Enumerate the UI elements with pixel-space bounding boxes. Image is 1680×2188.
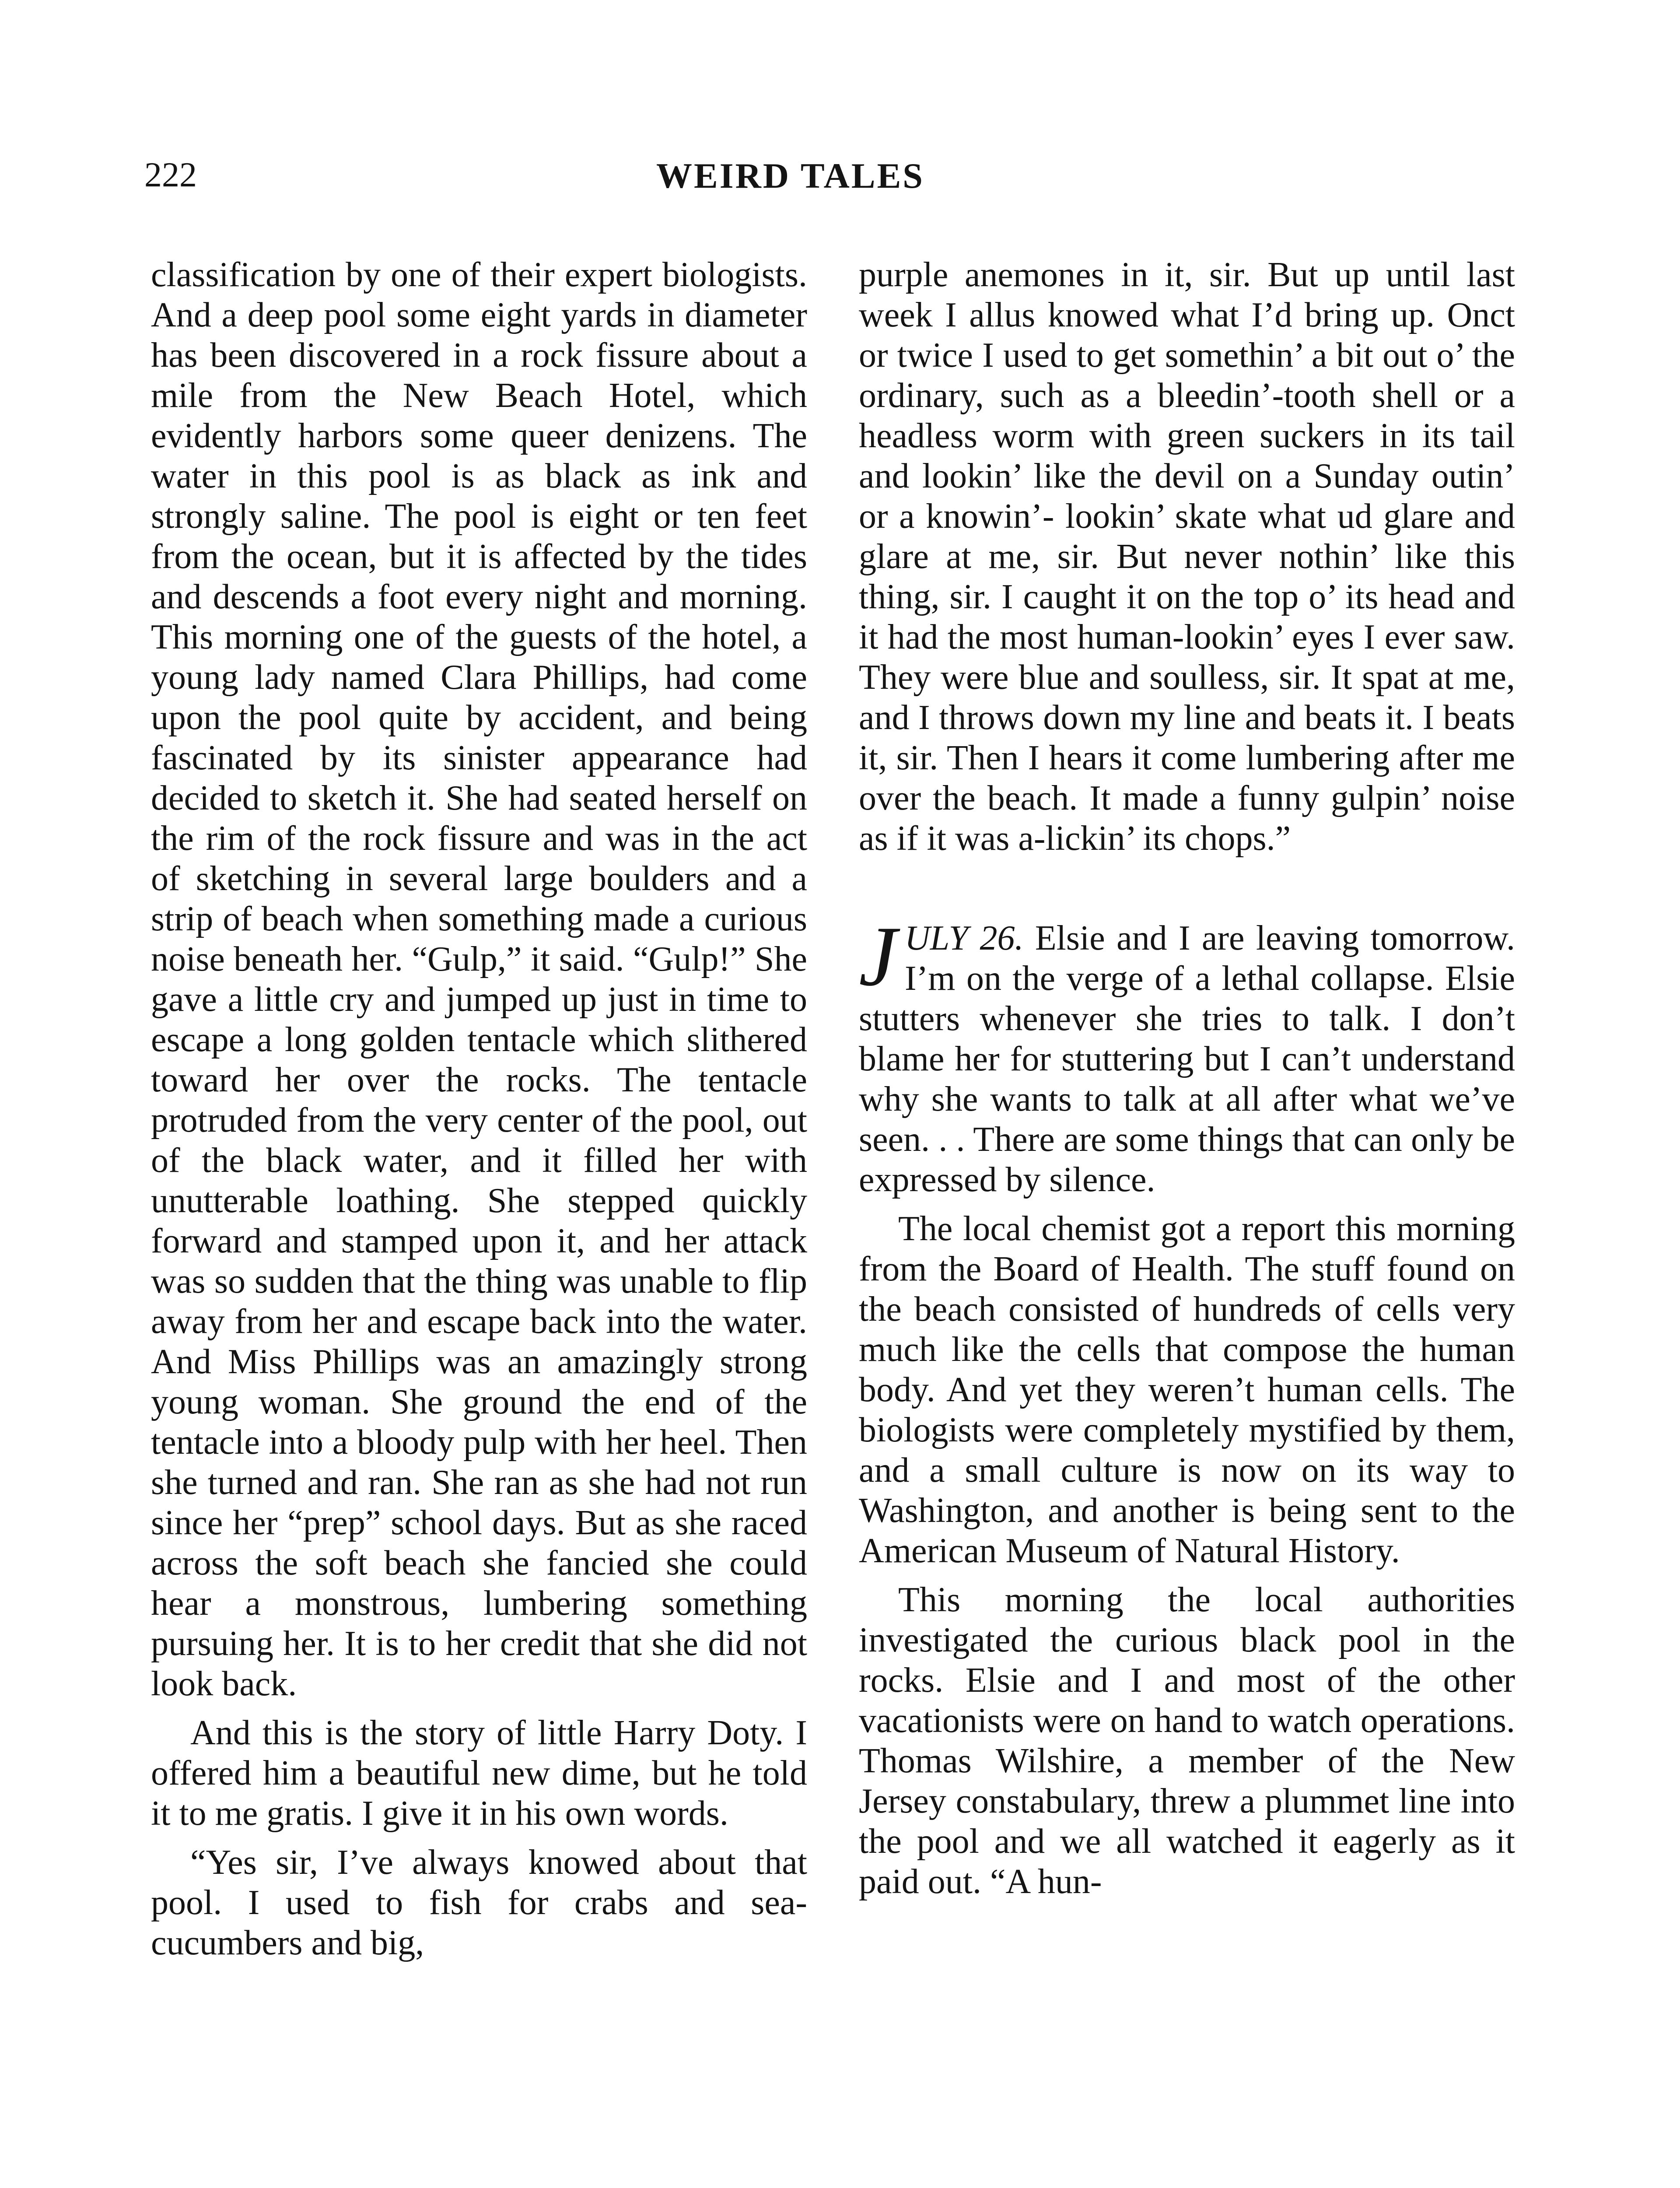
entry-date: ULY 26. [905,919,1024,957]
right-column [859,255,1515,1902]
body-paragraph: The local chemist got a report this morning from the Board of Health. The stuff found on the beach consisted of hundreds of cells very much like the cells that compose the human body. And yet they weren’t human cells. The biologists were completely mystified by them, and a small culture is now on its way to Washington, and another is being sent to the American Museum of Natural History. [859,1210,1515,1570]
body-paragraph: “Yes sir, I’ve always knowed about that pool. I used to fish for crabs and sea-cucumbers and big, [151,1843,807,1962]
drop-cap: J [859,909,897,1004]
dated-entry-paragraph [859,909,1515,1200]
body-paragraph: And this is the story of little Harry Doty. I offered him a beautiful new dime, but he told it to me gratis. I give it in his own words. [151,1714,807,1833]
body-paragraph: This morning the local authorities investigated the curious black pool in the rocks. Elsie and I and most of the other vacationists were on hand to watch operations. Thomas Wilshire, a member of the New Jersey constabulary, threw a plummet line into the pool and we all watched it eagerly as it paid out. “A hun- [859,1581,1515,1901]
entry-text: Elsie and I are leaving tomorrow. I’m on the verge of a lethal collapse. Elsie stutters whenever she tries to talk. I don’t blame her for stuttering but I can’t understand why she wants to talk at all after what we’ve seen. . . There are some things that can only be expressed by silence. [859,919,1515,1199]
running-title: WEIRD TALES [656,156,924,196]
left-column [151,255,807,1963]
body-paragraph: classification by one of their expert biologists. And a deep pool some eight yards in diameter has been discovered in a rock fissure about a mile from the New Beach Hotel, which evidently harbors some queer denizens. The water in this pool is as black as ink and strongly saline. The pool is eight or ten feet from the ocean, but it is affected by the tides and descends a foot every night and morning. This morning one of the guests of the hotel, a young lady named Clara Phillips, had come upon the pool quite by accident, and being fascinated by its sinister appearance had decided to sketch it. She had seated herself on the rim of the rock fissure and was in the act of sketching in several large boulders and a strip of beach when something made a curious noise beneath her. “Gulp,” it said. “Gulp!” She gave a little cry and jumped up just in time to escape a long golden tentacle which slithered toward her over the rocks. The tentacle protruded from the very center of the pool, out of the black water, and it filled her with unutterable loathing. She stepped quickly forward and stamped upon it, and her attack was so sudden that the thing was unable to flip away from her and escape back into the water. And Miss Phillips was an amazingly strong young woman. She ground the end of the tentacle into a bloody pulp with her heel. Then she turned and ran. She ran as she had not run since her “prep” school days. But as she raced across the soft beach she fancied she could hear a monstrous, lumbering something pursuing her. It is to her credit that she did not look back. [151,256,807,1703]
page-number: 222 [144,156,197,194]
body-paragraph: purple anemones in it, sir. But up until last week I allus knowed what I’d bring up. Onct or twice I used to get somethin’ a bit out o’ the ordinary, such as a bleedin’-tooth shell or a headless worm with green suckers in its tail and lookin’ like the devil on a Sunday outin’ or a knowin’- lookin’ skate what ud glare and glare at me, sir. But never nothin’ like this thing, sir. I caught it on the top o’ its head and it had the most human-lookin’ eyes I ever saw. They were blue and soulless, sir. It spat at me, and I throws down my line and beats it. I beats it, sir. Then I hears it come lumbering after me over the beach. It made a funny gulpin’ noise as if it was a-lickin’ its chops.” [859,256,1515,858]
